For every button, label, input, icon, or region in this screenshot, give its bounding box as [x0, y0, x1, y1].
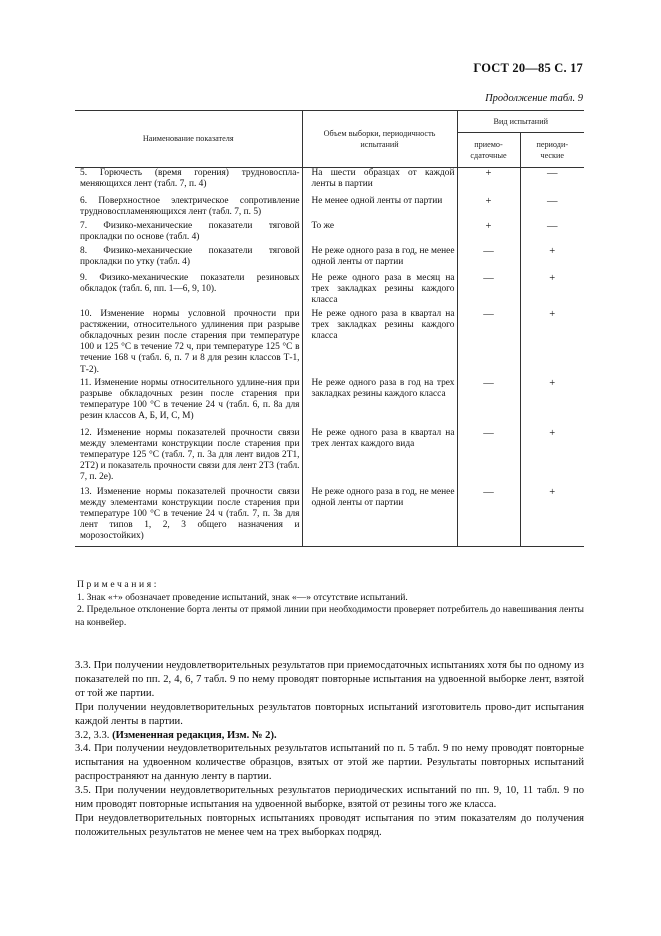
- row-periodic: +: [520, 309, 584, 378]
- row-periodic: +: [520, 378, 584, 428]
- table-row: [75, 428, 584, 487]
- paragraph-3-5: 3.5. При получении неудовлетворительных результатов периодических испытаний по пп. 9, 10, 11 табл. 9 по ним проводят повторные испытания на удвоенной выборке, взятой от резины того же класса.: [75, 785, 584, 811]
- row-volume: Не реже одного раза в месяц на трех закладках резины каждого класса: [302, 273, 457, 309]
- row-acceptance: +: [457, 221, 520, 246]
- row-acceptance: —: [457, 428, 520, 487]
- row-acceptance: —: [457, 487, 520, 547]
- page-header: ГОСТ 20—85 С. 17: [473, 61, 583, 75]
- row-periodic: —: [520, 196, 584, 221]
- table-row: [75, 309, 584, 378]
- row-name: 8. Физико-механические показатели тяговой прокладки по утку (табл. 4): [80, 245, 300, 267]
- paragraph-final: При неудовлетворительных повторных испытаниях проводят испытания по этим показателям до получения положительных результатов не менее чем на трех выборках подряд.: [75, 812, 584, 838]
- revision-ref: 3.2, 3.3.: [75, 729, 113, 741]
- row-acceptance: —: [457, 309, 520, 378]
- row-periodic: +: [520, 487, 584, 547]
- row-volume: То же: [302, 221, 457, 246]
- revision-note: (Измененная редакция, Изм. № 2).: [112, 729, 277, 741]
- row-acceptance: +: [457, 196, 520, 221]
- table-row: [75, 168, 584, 196]
- note-item: 2. Предельное отклонение борта ленты от прямой линии при необходимости проверяет потребитель до навешивания ленты на конвейер.: [75, 604, 584, 628]
- row-periodic: +: [520, 273, 584, 309]
- row-name: 5. Горючесть (время горения) трудновоспла-меняющихся лент (табл. 7, п. 4): [80, 168, 300, 190]
- paragraph-repeat-tests: При получении неудовлетворительных результатов повторных испытаний изготовитель прово-дит испытания каждой ленты в партии.: [75, 701, 584, 727]
- table-continuation-label: Продолжение табл. 9: [485, 93, 583, 104]
- row-volume: На шести образцах от каждой ленты в партии: [302, 168, 457, 196]
- row-periodic: +: [520, 246, 584, 273]
- row-name: 12. Изменение нормы показателей прочности связи между элементами конструкции после старения при температуре 125 °С (табл. 7, п. 3а для лент видов 2Т1, 2Т2) и показатель прочности связи для лент 2Т3 (табл. 7, п. 2е).: [80, 427, 300, 483]
- row-volume: Не реже одного раза в квартал на трех лентах каждого вида: [302, 428, 457, 487]
- col-volume-header: Объем выборки, периодичность испытаний: [302, 111, 457, 168]
- paragraph-revision: [75, 729, 584, 743]
- col-type-header: Вид испытаний: [457, 111, 584, 133]
- row-name: 7. Физико-механические показатели тяговой прокладки по основе (табл. 4): [80, 220, 300, 242]
- note-item: 1. Знак «+» обозначает проведение испытаний, знак «—» отсутствие испытаний.: [77, 591, 408, 603]
- col-name-header: Наименование показателя: [75, 111, 302, 168]
- row-acceptance: —: [457, 273, 520, 309]
- table-row: [75, 196, 584, 221]
- table-row: [75, 246, 584, 273]
- row-name: 10. Изменение нормы условной прочности при растяжении, относительного удлинения при разрыве обкладочных резин после старения при температуре 100 и 125 °С в течение 72 ч, при температуре 125 °С в течение 168 ч (табл. 6, п. 7 и 8 для резин классов Т-1, Т-2).: [80, 308, 300, 375]
- row-volume: Не реже одного раза в год на трех закладках резины каждого класса: [302, 378, 457, 428]
- row-volume: Не реже одного раза в год, не менее одной ленты от партии: [302, 246, 457, 273]
- body-text: [75, 659, 584, 840]
- paragraph-3-3: 3.3. При получении неудовлетворительных результатов при приемосдаточных испытаниях хотя бы по одному из показателей по пп. 2, 4, 6, 7 табл. 9 по нему проводят повторные испытания на удвоенной выборке лент, взятой от той же партии.: [75, 660, 584, 699]
- row-periodic: +: [520, 428, 584, 487]
- row-acceptance: —: [457, 378, 520, 428]
- row-volume: Не реже одного раза в квартал на трех закладках резины каждого класса: [302, 309, 457, 378]
- table-row: [75, 273, 584, 309]
- row-volume: Не менее одной ленты от партии: [302, 196, 457, 221]
- row-name: 9. Физико-механические показатели резиновых обкладок (табл. 6, пп. 1—6, 9, 10).: [80, 272, 300, 294]
- test-table: [75, 110, 584, 547]
- row-name: 13. Изменение нормы показателей прочности связи между элементами конструкции после старения при температуре 100 °С в течение 24 ч (табл. 7, п. 3в для лент типов 1, 2, 3 общего назначения и морозостойких): [75, 487, 302, 547]
- table-row: [75, 221, 584, 246]
- row-acceptance: —: [457, 246, 520, 273]
- row-periodic: —: [520, 221, 584, 246]
- notes-title: Примечания:: [77, 579, 159, 590]
- row-acceptance: +: [457, 168, 520, 196]
- row-name: 11. Изменение нормы относительного удлине-ния при разрыве обкладочных резин после старения при температуре 100 °С в течение 24 ч (табл. 6, п. 8а для резин классов А, Б, И, С, М): [80, 377, 300, 422]
- row-volume: Не реже одного раза в год, не менее одной ленты от партии: [302, 487, 457, 547]
- row-name: 6. Поверхностное электрическое сопротивление трудновоспламеняющихся лент (табл. 7, п. 5): [80, 195, 300, 217]
- paragraph-3-4: 3.4. При получении неудовлетворительных результатов испытаний по п. 5 табл. 9 по нему проводят повторные испытания на удвоенном количестве образцов, взятых от этой же партии. Результаты повторных испытаний распространяют на данную ленту в партии.: [75, 743, 584, 783]
- notes-block: [75, 579, 584, 629]
- col-periodic-header: периоди-ческие: [520, 133, 584, 168]
- col-acceptance-header: приемо-сдаточные: [457, 133, 520, 168]
- table-row: [75, 487, 584, 547]
- table-row: [75, 378, 584, 428]
- row-periodic: —: [520, 168, 584, 196]
